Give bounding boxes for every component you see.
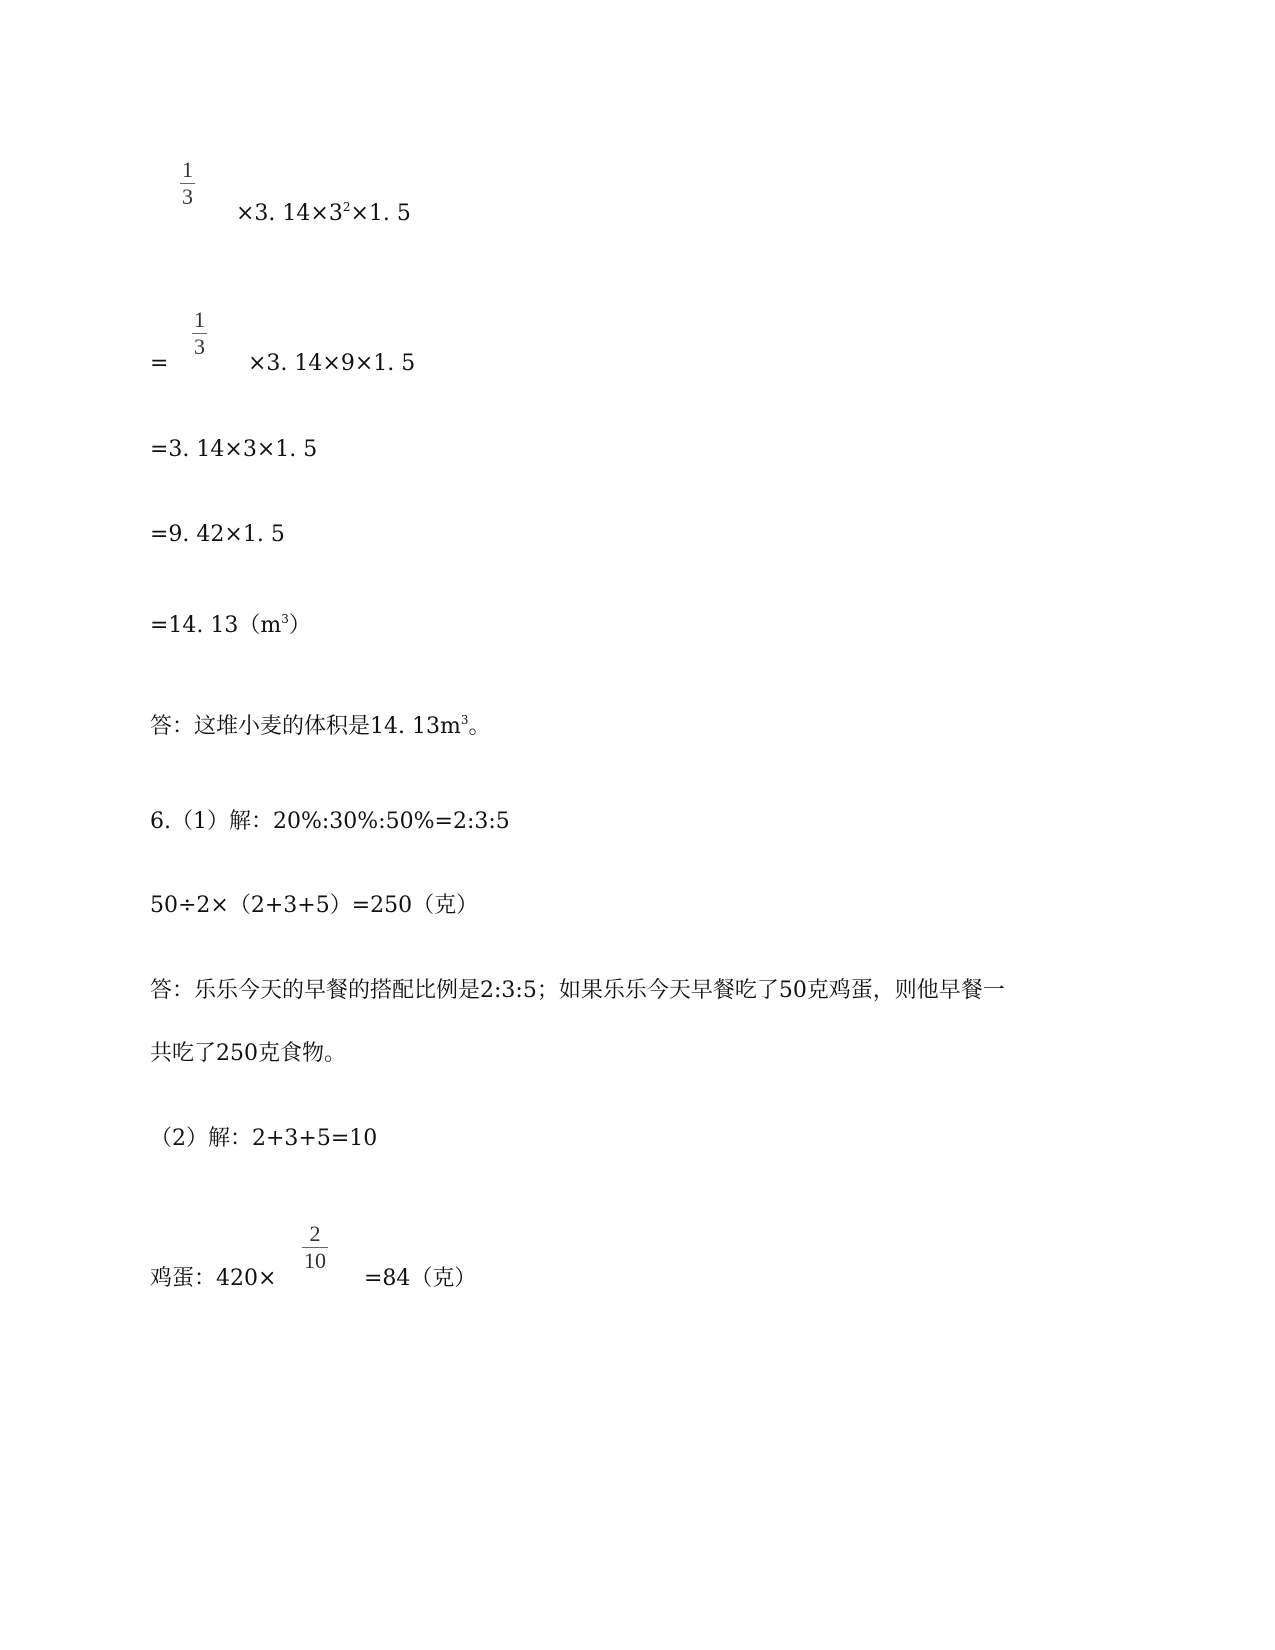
answer-breakfast-line-1-text: 答：乐乐今天的早餐的搭配比例是2:3:5；如果乐乐今天早餐吃了50克鸡蛋，则他早餐一 <box>150 978 1005 1003</box>
exponent: 2 <box>342 200 351 214</box>
answer-volume <box>150 713 491 741</box>
answer-breakfast-line-2-text: 共吃了250克食物。 <box>150 1041 346 1066</box>
calc-line-3-text: =3. 14×3×1. 5 <box>150 437 318 462</box>
question-6-2-text: （2）解：2+3+5=10 <box>150 1126 378 1151</box>
calc-line-1-end: ×1. 5 <box>350 201 411 226</box>
equals-sign: = <box>150 351 169 376</box>
calc-total-food-text: 50÷2×（2+3+5）=250（克） <box>150 893 479 918</box>
fraction-one-third <box>180 158 195 209</box>
egg-calc-label-text: 鸡蛋：420× <box>150 1266 277 1291</box>
question-6-1-text: 6.（1）解：20%:30%:50%=2:3:5 <box>150 809 510 834</box>
answer-breakfast-line-2 <box>150 1040 346 1068</box>
fraction-denominator: 10 <box>304 1248 326 1273</box>
egg-calc-result-text: =84（克） <box>364 1266 477 1291</box>
calc-line-2-eq <box>150 350 168 378</box>
question-6-2 <box>150 1125 377 1153</box>
fraction-numerator: 2 <box>309 1221 321 1246</box>
exponent: 3 <box>460 713 469 727</box>
calc-total-food <box>150 892 478 920</box>
exponent: 3 <box>281 612 289 626</box>
calc-line-5 <box>150 612 311 640</box>
fraction-one-third-2 <box>192 308 207 359</box>
fraction-denominator: 3 <box>194 334 205 359</box>
fraction-numerator: 1 <box>194 307 205 332</box>
answer-breakfast-line-1 <box>150 977 1005 1005</box>
calc-line-1 <box>236 200 411 228</box>
answer-volume-end: 。 <box>468 714 491 739</box>
calc-line-1-text: ×3. 14×3 <box>236 201 343 226</box>
calc-line-3 <box>150 436 317 464</box>
answer-volume-text: 答：这堆小麦的体积是14. 13m <box>150 714 461 739</box>
calc-line-2 <box>248 350 415 378</box>
fraction-denominator: 3 <box>182 184 193 209</box>
question-6-1 <box>150 808 510 836</box>
fraction-numerator: 1 <box>182 157 193 182</box>
fraction-two-tenths <box>302 1222 328 1273</box>
calc-line-5-end: ） <box>288 613 311 638</box>
egg-calc-result <box>364 1265 476 1293</box>
calc-line-5-text: =14. 13（m <box>150 613 282 638</box>
egg-calc-label <box>150 1265 276 1293</box>
calc-line-4 <box>150 521 285 549</box>
calc-line-4-text: =9. 42×1. 5 <box>150 522 285 547</box>
calc-line-2-text: ×3. 14×9×1. 5 <box>248 351 416 376</box>
